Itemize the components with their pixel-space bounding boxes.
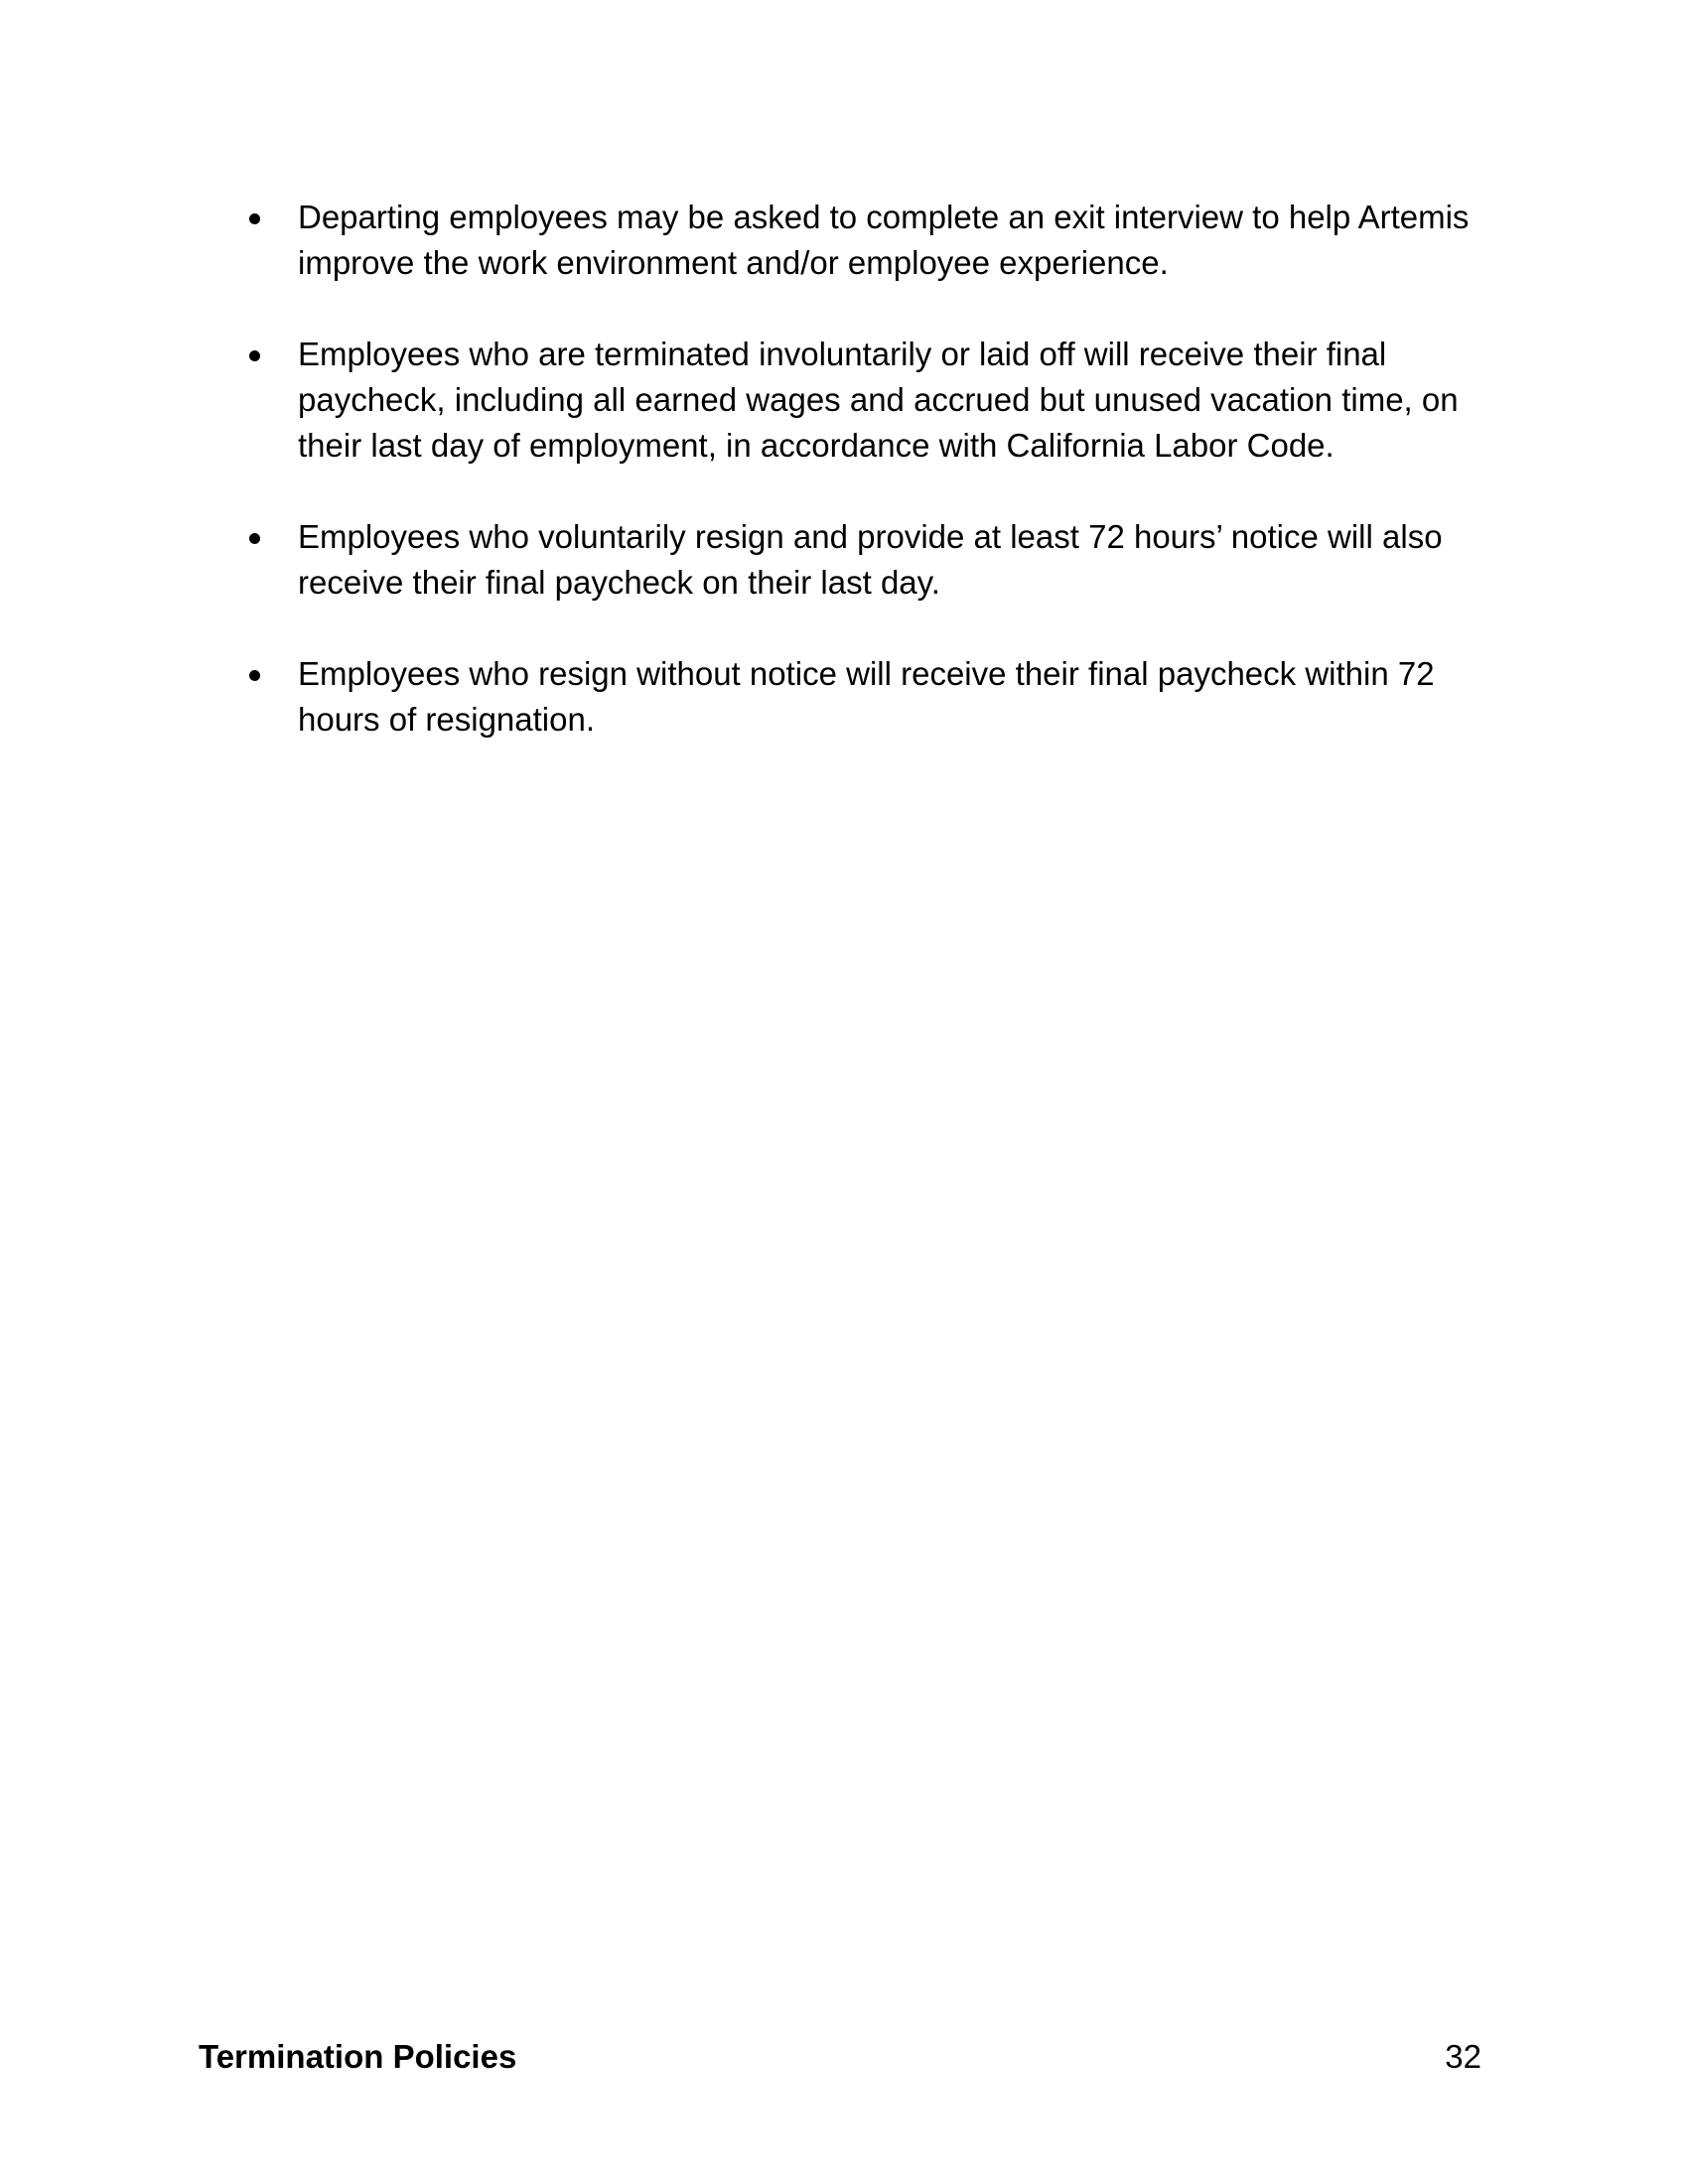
list-item [0,514,1688,606]
bullet-icon [249,213,260,224]
bullet-icon [249,670,260,681]
bullet-icon [249,533,260,544]
bullet-list [0,195,1688,788]
list-item [0,332,1688,469]
list-item-text: Employees who resign without notice will receive their final paycheck within 72 hours of resignation. [298,655,1435,738]
list-item-text: Employees who are terminated involuntarily or laid off will receive their final paycheck, including all earned wages and accrued but unused vacation time, on their last day of employment, in accordance with California Labor Code. [298,336,1459,464]
list-item-text: Employees who voluntarily resign and provide at least 72 hours’ notice will also receive their final paycheck on their last day. [298,518,1443,601]
list-item [0,195,1688,286]
bullet-icon [249,350,260,361]
list-item [0,651,1688,743]
list-item-text: Departing employees may be asked to complete an exit interview to help Artemis improve the work environment and/or employee experience. [298,199,1470,281]
footer-section-title: Termination Policies [199,2038,517,2075]
page-number: 32 [1445,2038,1481,2075]
